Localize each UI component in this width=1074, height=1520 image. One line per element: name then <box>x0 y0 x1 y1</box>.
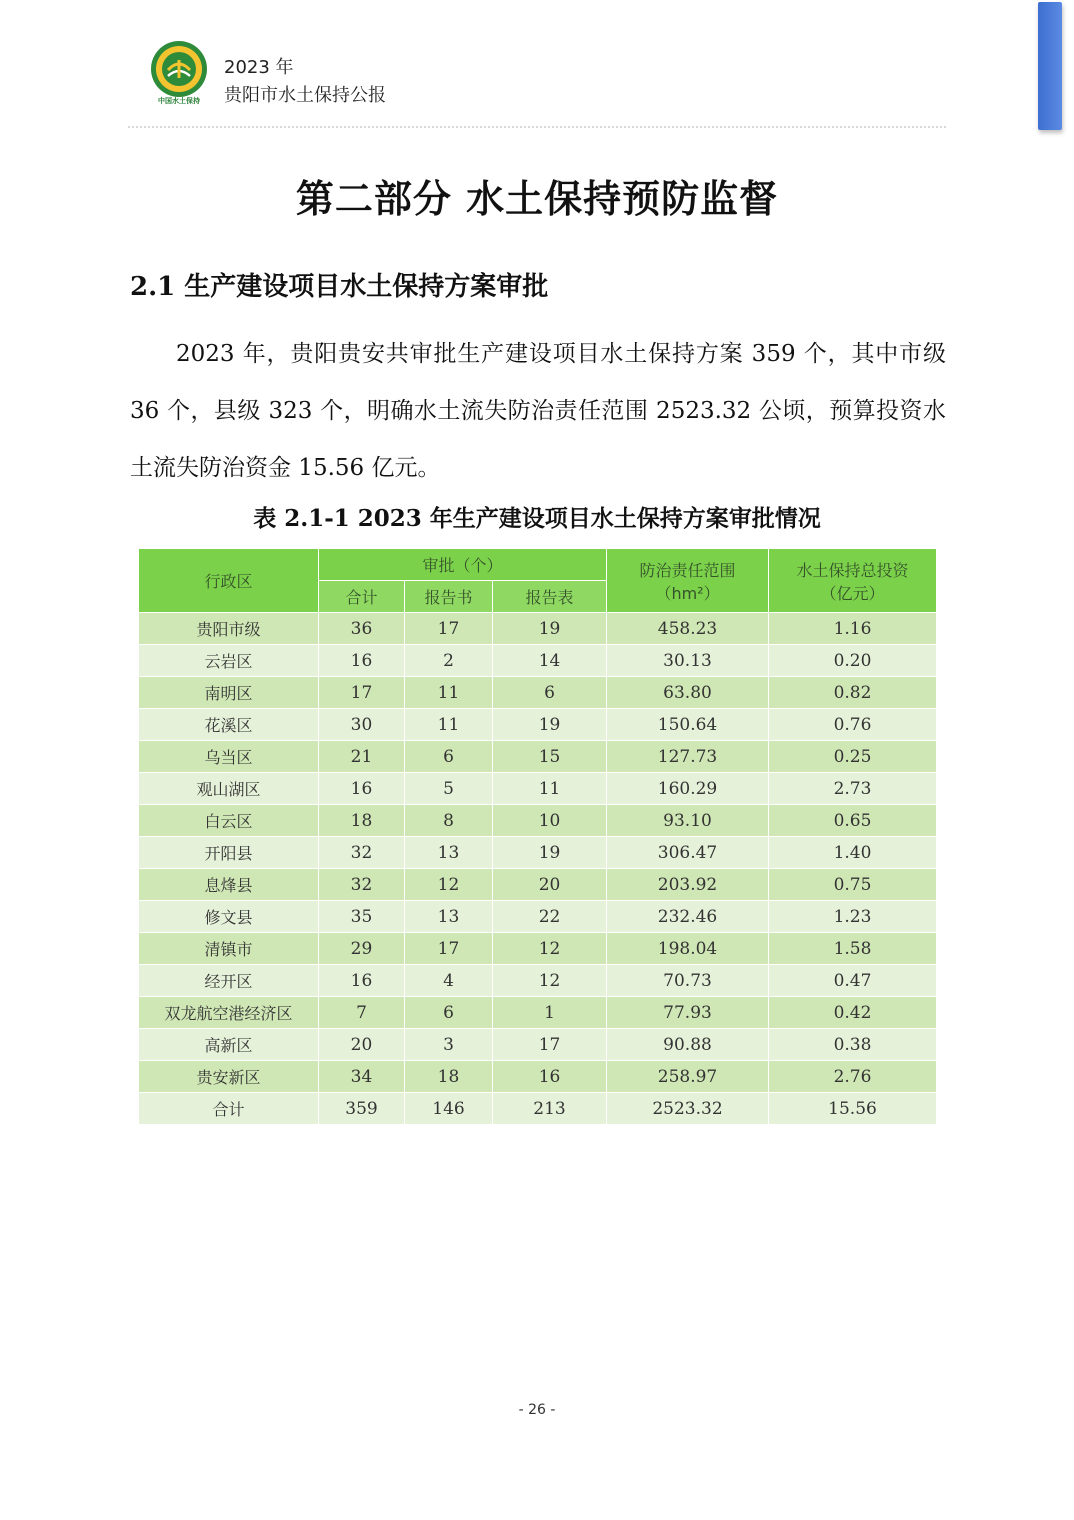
table-row <box>139 805 937 837</box>
cell-district: 高新区 <box>139 1029 319 1061</box>
cell-district: 合计 <box>139 1093 319 1125</box>
cell-report-book: 3 <box>405 1029 493 1061</box>
table-row <box>139 645 937 677</box>
cell-report-book: 6 <box>405 997 493 1029</box>
cell-report-book: 17 <box>405 613 493 645</box>
table-body <box>139 613 937 1125</box>
cell-report-form: 11 <box>493 773 607 805</box>
cell-area: 77.93 <box>607 997 769 1029</box>
body-paragraph <box>130 326 946 497</box>
cell-area: 203.92 <box>607 869 769 901</box>
cell-report-form: 15 <box>493 741 607 773</box>
table-row <box>139 709 937 741</box>
cell-total: 359 <box>319 1093 405 1125</box>
cell-area: 93.10 <box>607 805 769 837</box>
cell-report-form: 213 <box>493 1093 607 1125</box>
table-row <box>139 837 937 869</box>
cell-report-book: 18 <box>405 1061 493 1093</box>
header-area-line2: （hm²） <box>655 583 720 603</box>
cell-investment: 2.76 <box>769 1061 937 1093</box>
cell-total: 16 <box>319 773 405 805</box>
part-title: 第二部分 水土保持预防监督 <box>295 177 779 221</box>
cell-district: 云岩区 <box>139 645 319 677</box>
cell-total: 21 <box>319 741 405 773</box>
table-row <box>139 1061 937 1093</box>
cell-report-form: 12 <box>493 933 607 965</box>
cell-report-form: 12 <box>493 965 607 997</box>
cell-district: 白云区 <box>139 805 319 837</box>
cell-report-book: 17 <box>405 933 493 965</box>
cell-investment: 0.75 <box>769 869 937 901</box>
cell-investment: 0.38 <box>769 1029 937 1061</box>
header-district: 行政区 <box>139 549 319 613</box>
cell-district: 双龙航空港经济区 <box>139 997 319 1029</box>
header-report-form: 报告表 <box>493 581 607 613</box>
cell-report-form: 10 <box>493 805 607 837</box>
cell-investment: 1.40 <box>769 837 937 869</box>
cell-area: 2523.32 <box>607 1093 769 1125</box>
table-row <box>139 613 937 645</box>
table-row <box>139 933 937 965</box>
cell-district: 开阳县 <box>139 837 319 869</box>
cell-report-book: 4 <box>405 965 493 997</box>
cell-district: 花溪区 <box>139 709 319 741</box>
header-investment <box>769 549 937 613</box>
cell-report-book: 13 <box>405 837 493 869</box>
cell-district: 修文县 <box>139 901 319 933</box>
header-invest-line2: （亿元） <box>820 583 885 603</box>
cell-area: 127.73 <box>607 741 769 773</box>
cell-total: 7 <box>319 997 405 1029</box>
cell-investment: 15.56 <box>769 1093 937 1125</box>
cell-district: 贵阳市级 <box>139 613 319 645</box>
cell-district: 南明区 <box>139 677 319 709</box>
table-row <box>139 1093 937 1125</box>
cell-report-form: 22 <box>493 901 607 933</box>
cell-district: 乌当区 <box>139 741 319 773</box>
cell-investment: 0.65 <box>769 805 937 837</box>
soil-water-conservation-logo-icon <box>150 40 208 98</box>
cell-investment: 1.23 <box>769 901 937 933</box>
header-report-book: 报告书 <box>405 581 493 613</box>
cell-area: 150.64 <box>607 709 769 741</box>
table-row <box>139 741 937 773</box>
cell-area: 30.13 <box>607 645 769 677</box>
cell-area: 232.46 <box>607 901 769 933</box>
cell-report-book: 146 <box>405 1093 493 1125</box>
header-area <box>607 549 769 613</box>
header-area-line1: 防治责任范围 <box>639 560 736 580</box>
table-caption: 表 2.1-1 2023 年生产建设项目水土保持方案审批情况 <box>253 505 821 532</box>
cell-area: 258.97 <box>607 1061 769 1093</box>
cell-report-book: 12 <box>405 869 493 901</box>
table-row <box>139 773 937 805</box>
cell-area: 458.23 <box>607 613 769 645</box>
cell-district: 息烽县 <box>139 869 319 901</box>
cell-total: 30 <box>319 709 405 741</box>
paragraph-text: 2023 年，贵阳贵安共审批生产建设项目水土保持方案 359 个，其中市级 36 个，县级 323 个，明确水土流失防治责任范围 2523.32 公顷，预算投资水土流失防治资金 15.56 亿元。 <box>130 341 946 481</box>
table-row <box>139 965 937 997</box>
cell-report-form: 19 <box>493 613 607 645</box>
cell-area: 306.47 <box>607 837 769 869</box>
cell-report-book: 6 <box>405 741 493 773</box>
header-title: 贵阳市水土保持公报 <box>224 85 386 106</box>
cell-total: 29 <box>319 933 405 965</box>
cell-report-form: 17 <box>493 1029 607 1061</box>
cell-total: 18 <box>319 805 405 837</box>
cell-report-book: 2 <box>405 645 493 677</box>
cell-total: 32 <box>319 869 405 901</box>
cell-investment: 0.25 <box>769 741 937 773</box>
cell-report-form: 14 <box>493 645 607 677</box>
cell-total: 36 <box>319 613 405 645</box>
cell-investment: 0.76 <box>769 709 937 741</box>
section-title: 2.1 生产建设项目水土保持方案审批 <box>130 272 549 302</box>
logo-caption: 中国水土保持 <box>158 97 200 105</box>
cell-report-book: 13 <box>405 901 493 933</box>
table-row <box>139 1029 937 1061</box>
page-header <box>150 40 950 120</box>
cell-investment: 0.82 <box>769 677 937 709</box>
cell-report-book: 11 <box>405 677 493 709</box>
table-row <box>139 997 937 1029</box>
cell-investment: 0.47 <box>769 965 937 997</box>
cell-district: 清镇市 <box>139 933 319 965</box>
approval-table <box>138 548 937 1125</box>
table-row <box>139 901 937 933</box>
cell-total: 17 <box>319 677 405 709</box>
header-divider <box>128 126 946 128</box>
cell-area: 63.80 <box>607 677 769 709</box>
cell-total: 35 <box>319 901 405 933</box>
cell-district: 经开区 <box>139 965 319 997</box>
header-total: 合计 <box>319 581 405 613</box>
cell-total: 32 <box>319 837 405 869</box>
cell-total: 16 <box>319 965 405 997</box>
cell-report-form: 6 <box>493 677 607 709</box>
header-invest-line1: 水土保持总投资 <box>796 560 909 580</box>
cell-investment: 2.73 <box>769 773 937 805</box>
cell-report-form: 19 <box>493 709 607 741</box>
cell-investment: 1.58 <box>769 933 937 965</box>
cell-district: 贵安新区 <box>139 1061 319 1093</box>
cell-investment: 1.16 <box>769 613 937 645</box>
table-row <box>139 677 937 709</box>
table-row <box>139 869 937 901</box>
cell-report-form: 20 <box>493 869 607 901</box>
header-text <box>224 54 386 110</box>
header-approval: 审批（个） <box>319 549 607 581</box>
cell-area: 70.73 <box>607 965 769 997</box>
cell-report-form: 1 <box>493 997 607 1029</box>
cell-report-book: 11 <box>405 709 493 741</box>
cell-total: 34 <box>319 1061 405 1093</box>
side-tab-marker <box>1038 2 1062 130</box>
cell-investment: 0.42 <box>769 997 937 1029</box>
cell-report-form: 19 <box>493 837 607 869</box>
cell-district: 观山湖区 <box>139 773 319 805</box>
cell-area: 90.88 <box>607 1029 769 1061</box>
page-number: - 26 - <box>518 1402 556 1418</box>
cell-area: 198.04 <box>607 933 769 965</box>
cell-investment: 0.20 <box>769 645 937 677</box>
header-year: 2023 年 <box>224 57 294 78</box>
cell-report-form: 16 <box>493 1061 607 1093</box>
cell-total: 16 <box>319 645 405 677</box>
cell-total: 20 <box>319 1029 405 1061</box>
cell-area: 160.29 <box>607 773 769 805</box>
cell-report-book: 5 <box>405 773 493 805</box>
cell-report-book: 8 <box>405 805 493 837</box>
